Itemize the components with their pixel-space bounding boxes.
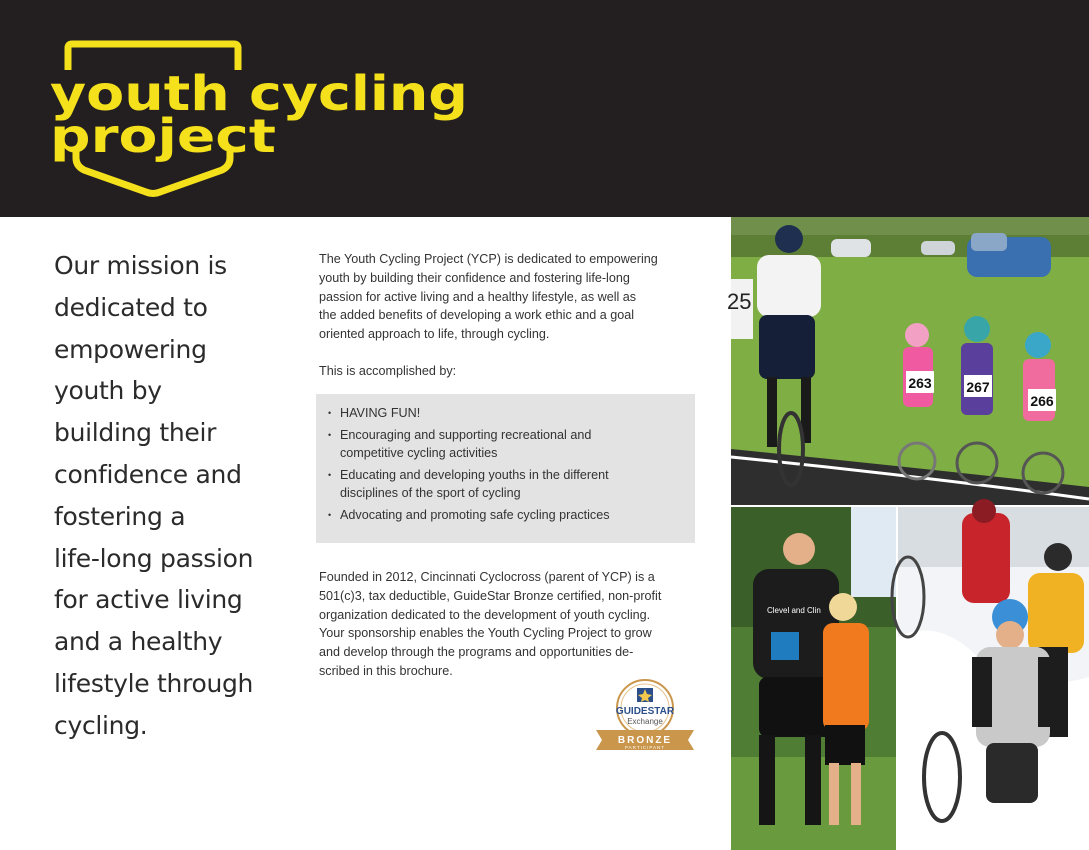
jersey-text: Clevel and Clin [767, 606, 821, 615]
photo-snow-cyclocross [898, 507, 1089, 850]
guidestar-level: BRONZE [617, 735, 673, 746]
list-item-text: disciplines of the sport of cycling [340, 486, 521, 501]
goals-list [316, 394, 695, 525]
logo-line2: project [50, 109, 276, 163]
photo-rider-and-boy [731, 507, 896, 850]
intro-line: The Youth Cycling Project (YCP) is dedicated to empowering [319, 252, 658, 266]
photo-family-cycling [727, 217, 1089, 505]
mission-line: building their [54, 418, 217, 448]
youth-cycling-project-logo [46, 40, 476, 200]
mission-line: Our mission is [54, 251, 227, 280]
list-item-text: • Educating and developing youths in the different [340, 467, 609, 482]
guidestar-bronze-badge [592, 678, 698, 758]
list-item-text: • HAVING FUN! [340, 406, 421, 420]
intro-paragraph [319, 250, 699, 344]
mission-line: life-long passion [54, 543, 254, 573]
mission-line: for active living [54, 585, 243, 615]
intro-line: the added benefits of developing a work ethic and a goal [319, 308, 635, 323]
header-banner [0, 0, 1089, 217]
mission-line: dedicated to [54, 292, 208, 322]
list-item [340, 426, 685, 463]
founded-line: Your sponsorship enables the Youth Cycling Project to grow [319, 626, 652, 641]
intro-line: oriented approach to life, through cycling. [319, 327, 550, 342]
founded-paragraph [319, 568, 699, 681]
founded-line: organization dedicated to the development of youth cycling. [319, 607, 651, 622]
list-item [340, 506, 685, 525]
accomplished-label: This is accomplished by: [319, 364, 457, 378]
goals-box [316, 394, 695, 543]
list-item [340, 466, 685, 503]
guidestar-sub: PARTICIPANT [624, 745, 666, 750]
founded-line: 501(c)3, tax deductible, GuideStar Bronze certified, non-profit [319, 588, 662, 603]
guidestar-exchange: Exchange [627, 717, 663, 726]
guidestar-name: GUIDESTAR [615, 706, 675, 717]
founded-line: scribed in this brochure. [319, 663, 453, 678]
mission-line: and a healthy [54, 627, 223, 657]
mission-line: cycling. [54, 710, 148, 740]
list-item-text: competitive cycling activities [340, 446, 498, 461]
bib-number: 263 [908, 375, 932, 391]
mission-line: confidence and [54, 459, 242, 489]
intro-line: youth by building their confidence and fostering life-long [319, 270, 630, 285]
mission-statement [54, 245, 274, 747]
founded-line: Founded in 2012, Cincinnati Cyclocross (parent of YCP) is a [319, 570, 655, 584]
founded-line: and develop through the programs and opportunities de- [319, 645, 634, 660]
speed-sign-number: 25 [727, 289, 752, 314]
logo-line1: youth cycling [50, 66, 468, 122]
bib-number: 267 [966, 379, 990, 395]
mission-line: youth by [54, 376, 162, 406]
bib-number: 266 [1030, 393, 1054, 409]
mission-line: lifestyle through [54, 668, 254, 698]
mission-line: fostering a [54, 501, 186, 531]
intro-line: passion for active living and a healthy lifestyle, as well as [319, 289, 637, 304]
list-item [340, 404, 685, 423]
list-item-text: • Encouraging and supporting recreational and [340, 427, 592, 442]
list-item-text: • Advocating and promoting safe cycling practices [340, 507, 610, 522]
mission-line: empowering [54, 334, 207, 364]
